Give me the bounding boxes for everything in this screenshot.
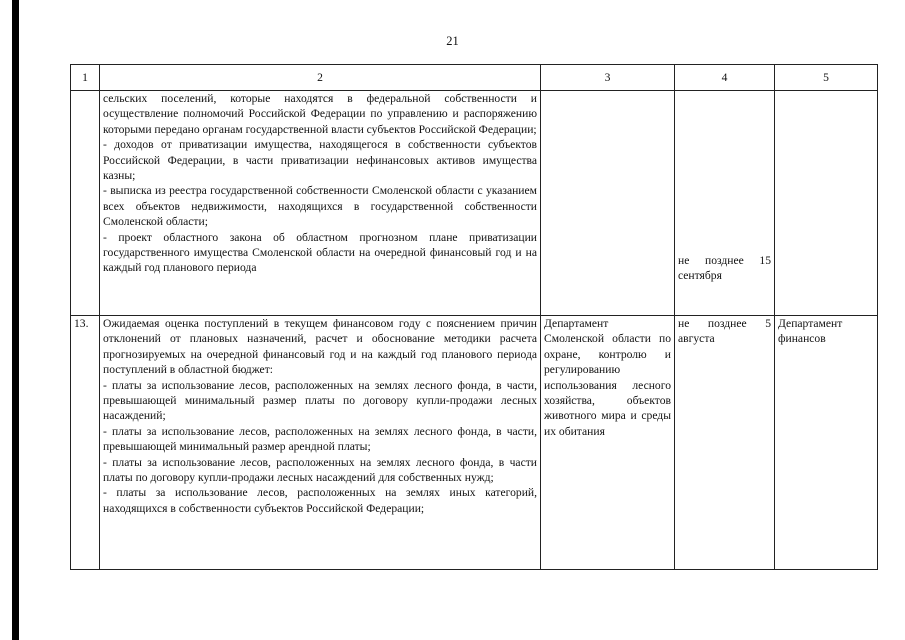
header-col-5: 5 [775, 65, 878, 91]
header-col-1: 1 [71, 65, 100, 91]
row-number [71, 91, 100, 316]
row-deadline: не позднее 5 августа [675, 316, 775, 570]
header-row [71, 65, 878, 91]
row-number: 13. [71, 316, 100, 570]
header-col-2: 2 [100, 65, 541, 91]
table-row [71, 316, 878, 570]
table-row [71, 91, 878, 316]
row-deadline [675, 91, 775, 316]
header-col-4: 4 [675, 65, 775, 91]
document-table [70, 64, 878, 570]
row-department: Департамент Смоленской области по охране, контролю и регулированию использования лесного хозяйства, объектов животного мира и среды их обитания [541, 316, 675, 570]
row-responsible [775, 91, 878, 316]
row-description: сельских поселений, которые находятся в федеральной собственности и осуществление полномочий Российской Федерации по управлению и распоряжению которыми передано органам государственной власти субъектов Российской Федерации; - доходов от приватизации имущества, находящегося в собственности субъектов Российской Федерации, в части приватизации нефинансовых активов имущества казны; - выписка из реестра государственной собственности Смоленской области с указанием всех объектов недвижимости, находящихся в государственной собственности Смоленской области; - проект областного закона об областном прогнозном плане приватизации государственного имущества Смоленской области на очередной финансовый год и на каждый год планового периода [100, 91, 541, 316]
row-description: Ожидаемая оценка поступлений в текущем финансовом году с пояснением причин отклонений от плановых назначений, расчет и обоснование методики расчета прогнозируемых на очередной финансовый год и на каждый год планового периода поступлений в областной бюджет: - платы за использование лесов, расположенных на землях лесного фонда, в части, превышающей минимальный размер платы по договору купли-продажи лесных насаждений; - платы за использование лесов, расположенных на землях лесного фонда, в части, превышающей минимальный размер арендной платы; - платы за использование лесов, расположенных на землях лесного фонда, в части платы по договору купли-продажи лесных насаждений для собственных нужд; - платы за использование лесов, расположенных на землях иных категорий, находящихся в собственности субъектов Российской Федерации; [100, 316, 541, 570]
header-col-3: 3 [541, 65, 675, 91]
row-department [541, 91, 675, 316]
binding-edge [12, 0, 19, 640]
page-number: 21 [446, 34, 459, 48]
deadline-text: не позднее 15 сентября [678, 254, 771, 283]
row-responsible: Департамент финансов [775, 316, 878, 570]
